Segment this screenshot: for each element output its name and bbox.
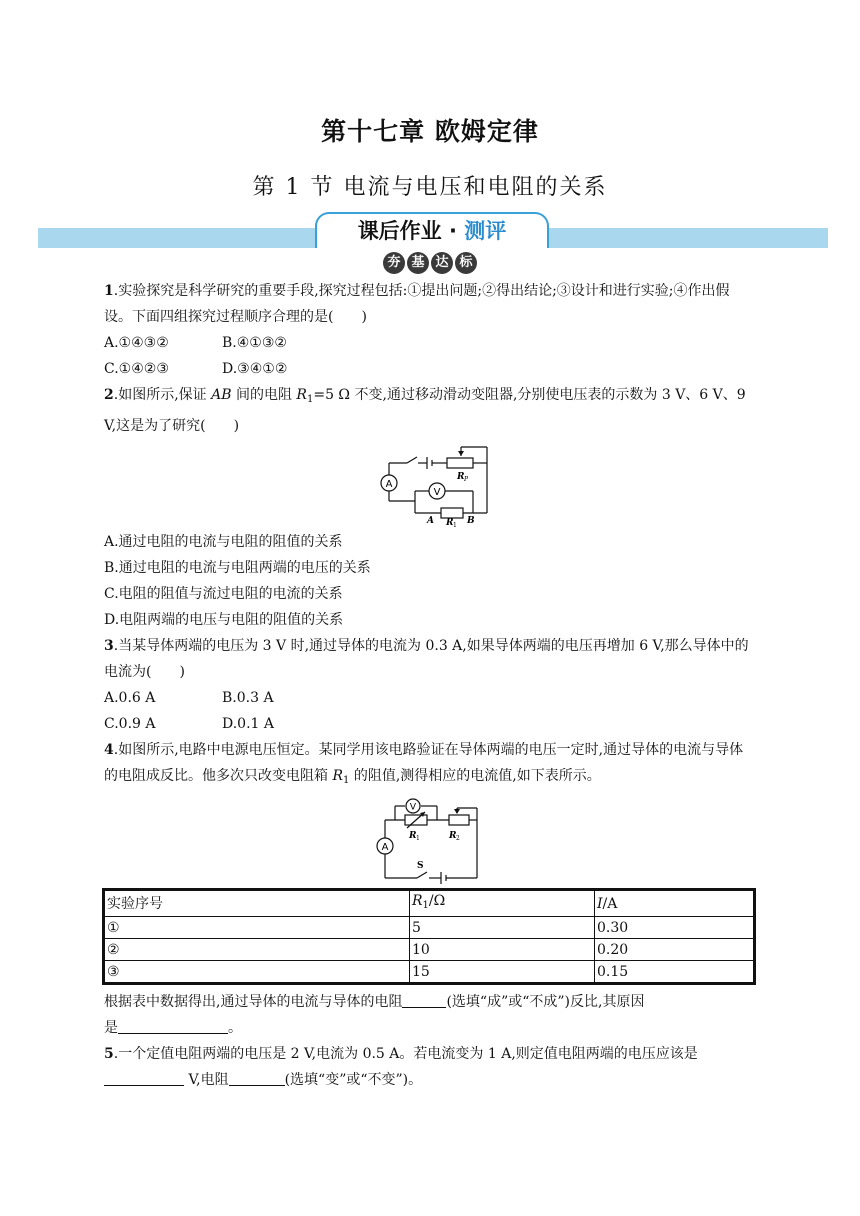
- options-row: [104, 711, 754, 737]
- circuit-diagram-2: [377, 798, 481, 884]
- question-text: 的阻值,测得相应的电流值,如下表所示。: [349, 768, 601, 784]
- badge-row: [0, 252, 860, 274]
- header-r-subscript: 1: [422, 900, 429, 911]
- question-text: 。: [228, 1020, 242, 1036]
- resistor-symbol: R: [332, 768, 343, 784]
- answer-blank[interactable]: [104, 1069, 184, 1086]
- resistor-r1-label: R: [409, 831, 417, 841]
- question-text: =5 Ω 不变,通过移动滑动变阻器,分别使电压表的示数为 3 V、6 V、9 V,这是为了研究( ): [104, 387, 746, 434]
- options-row: [104, 685, 754, 711]
- question-text: 是: [104, 1020, 118, 1036]
- ammeter-label: A: [385, 479, 393, 490]
- question-number: 1: [104, 283, 114, 299]
- header-r-unit: /Ω: [428, 893, 446, 909]
- q4-followup: [104, 1015, 754, 1041]
- question-text: 间的电阻: [231, 387, 297, 403]
- answer-blank[interactable]: [118, 1017, 228, 1034]
- question-text: .如图所示,电路中电源电压恒定。某同学用该电路验证在导体两端的电压一定时,通过导体的电流与导体的电阻成反比。他多次只改变电阻箱: [104, 742, 744, 784]
- table-cell: 0.20: [595, 939, 755, 961]
- option-c: C.①④②③: [104, 361, 169, 377]
- table-cell: 5: [410, 917, 595, 939]
- q5-continuation: [104, 1067, 754, 1093]
- question-text: .当某导体两端的电压为 3 V 时,通过导体的电流为 0.3 A,如果导体两端的电压再增加 6 V,那么导体中的电流为( ): [104, 638, 749, 680]
- header-i-symbol: I: [597, 895, 603, 912]
- answer-blank[interactable]: [229, 1069, 285, 1086]
- badge: 基: [407, 252, 429, 274]
- resistor-r1-subscript: 1: [416, 835, 420, 842]
- chapter-title: 第十七章 欧姆定律: [321, 117, 539, 146]
- resistor-subscript: 1: [306, 394, 314, 405]
- question-1: [104, 278, 754, 330]
- table-cell: ②: [104, 939, 410, 961]
- option-c: C.电阻的阻值与流过电阻的电流的关系: [104, 586, 343, 602]
- badge: 标: [455, 252, 477, 274]
- question-3: [104, 633, 754, 685]
- question-text: .如图所示,保证: [113, 387, 212, 403]
- table-row: [104, 961, 755, 984]
- question-4: [104, 737, 754, 794]
- option-b: B.通过电阻的电流与电阻两端的电压的关系: [104, 560, 371, 576]
- question-number: 5: [104, 1046, 114, 1062]
- resistor-subscript: 1: [343, 775, 350, 786]
- band-label-accent: 测评: [464, 219, 507, 243]
- question-text: (选填“变”或“不变”)。: [284, 1072, 423, 1088]
- question-text: .实验探究是科学研究的重要手段,探究过程包括:①提出问题;②得出结论;③设计和进行实验;④作出假设。下面四组探究过程顺序合理的是( ): [104, 283, 730, 325]
- option-c: C.0.9 A: [104, 716, 156, 732]
- table-cell: ③: [104, 961, 410, 984]
- rheostat-label: R: [457, 472, 465, 482]
- table-row: [104, 917, 755, 939]
- header-r-symbol: R: [412, 893, 423, 909]
- table-header-row: [104, 890, 755, 917]
- band-label-main: 课后作业 ·: [357, 219, 465, 243]
- table-cell: 0.30: [595, 917, 755, 939]
- ammeter-label: A: [381, 842, 389, 853]
- question-number: 4: [104, 742, 114, 758]
- question-2: [104, 382, 754, 439]
- table-header: 实验序号: [104, 890, 410, 917]
- question-number: 2: [104, 387, 114, 403]
- table-header: [410, 890, 595, 917]
- content: [104, 278, 754, 1093]
- question-text: V,电阻: [184, 1072, 229, 1088]
- option-b: B.0.3 A: [222, 690, 274, 706]
- point-b-label: B: [467, 516, 475, 526]
- resistor-label: R: [446, 518, 454, 528]
- band-tab: [315, 212, 549, 248]
- table-row: [104, 939, 755, 961]
- table-header: [595, 890, 755, 917]
- table-cell: ①: [104, 917, 410, 939]
- option-a: A.0.6 A: [104, 690, 156, 706]
- question-text: 根据表中数据得出,通过导体的电流与导体的电阻: [104, 994, 403, 1010]
- header-i-unit: /A: [602, 895, 618, 912]
- section-title: 第 1 节 电流与电压和电阻的关系: [252, 175, 608, 200]
- table-cell: 0.15: [595, 961, 755, 984]
- question-number: 3: [104, 638, 114, 654]
- table-cell: 15: [410, 961, 595, 984]
- resistor-subscript: 1: [453, 522, 457, 529]
- option-d: D.0.1 A: [222, 716, 275, 732]
- question-5: [104, 1041, 754, 1067]
- question-text: (选填“成”或“不成”)反比,其原因: [446, 994, 645, 1010]
- data-table: [102, 888, 756, 985]
- point-ab: AB: [211, 387, 232, 403]
- options-row: [104, 356, 754, 382]
- point-a-label: A: [427, 516, 434, 526]
- rheostat-subscript: P: [464, 476, 469, 483]
- table-cell: 10: [410, 939, 595, 961]
- resistor-r2-subscript: 2: [456, 835, 460, 842]
- option-d: D.③④①②: [222, 361, 288, 377]
- voltmeter-label: V: [409, 802, 417, 813]
- badge: 夯: [383, 252, 405, 274]
- answer-blank[interactable]: [402, 991, 446, 1008]
- circuit-figure-2: [104, 798, 754, 884]
- badge: 达: [431, 252, 453, 274]
- circuit-figure-1: [104, 443, 754, 529]
- resistor-r2-label: R: [449, 831, 457, 841]
- options-row: [104, 330, 754, 356]
- q4-followup: [104, 989, 754, 1015]
- circuit-diagram-1: [369, 443, 489, 529]
- switch-label: S: [417, 861, 424, 871]
- option-a: A.①④③②: [104, 335, 169, 351]
- resistor-symbol: R: [296, 387, 307, 403]
- option-a: A.通过电阻的电流与电阻的阻值的关系: [104, 534, 343, 550]
- question-text: .一个定值电阻两端的电压是 2 V,电流为 0.5 A。若电流变为 1 A,则定值电阻两端的电压应该是: [113, 1046, 698, 1062]
- option-d: D.电阻两端的电压与电阻的阻值的关系: [104, 612, 344, 628]
- option-b: B.④①③②: [222, 335, 287, 351]
- voltmeter-label: V: [433, 487, 441, 498]
